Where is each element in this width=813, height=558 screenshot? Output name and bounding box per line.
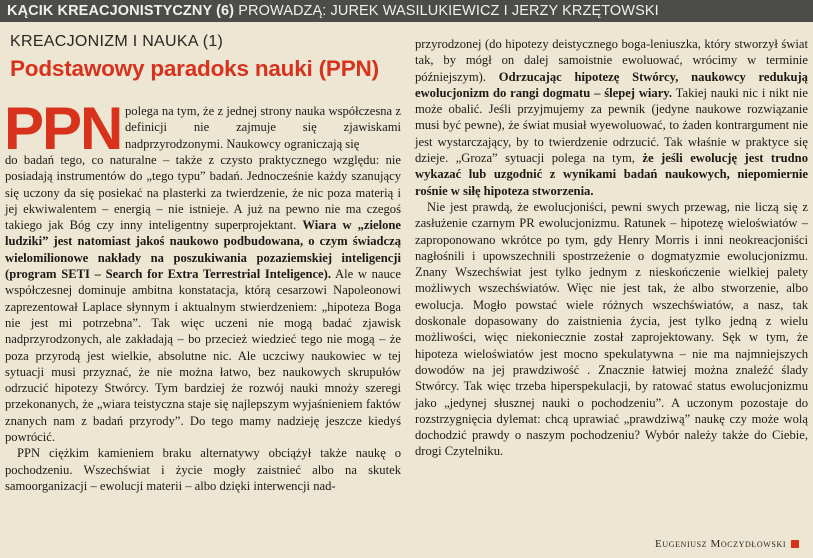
column-series-title: KĄCIK KREACJONISTYCZNY (6) <box>7 3 235 19</box>
column-hosts: PROWADZĄ: JUREK WASILUKIEWICZ I JERZY KRZĘTOWSKI <box>238 3 659 19</box>
end-mark-square-icon <box>791 540 799 548</box>
dropcap: PPN <box>4 95 122 162</box>
right-p1-text-b: Takiej nauki nic i nikt nie może obalić. Jeśli przyjmujemy za pewnik (jedyne naukowe rozwiązanie musi być pewne), że świat musiał wyewoluować, to żaden kontrargument nie jest wystarczający, by to twierdzenie odrzucić. Tak właśnie w praktyce się dzieje. „Groza” sytuacji polega na tym, <box>415 85 808 166</box>
left-p1-text-b: Ale w nauce współczesnej dominuje ambitna konstatacja, którą cesarzowi Napoleonowi zaprezentował Laplace słynnym i aktualnym stwierdzeniem: „hipoteza Boga nie jest mi potrzebna”. Tak więc uczeni nie mogą badać zjawisk nadprzyrodzonych, ale zakładają – bo przecież wiedzieć tego nie mogą – że poza przyrodą jest wielkie, absolutne nic. Ale uczciwy naukowiec w tej sytuacji musi przyznać, że nie można łatwo, bez naukowych skrupułów odrzucić hipotezy Stwórcy. Tym bardziej że rozwój nauki mnoży szeregi przekonanych, że „wiara teistyczna staje się najlepszym wyjaśnieniem faktów znanych nam z badań przyrody”. Do tego mamy nadzieję jeszcze kiedyś powrócić. <box>5 267 401 445</box>
right-paragraph-1 <box>415 36 808 199</box>
right-paragraph-2: Nie jest prawdą, że ewolucjoniści, pewni swych przewag, nie liczą się z zasłużenie czarnym PR ewolucjonizmu. Ratunek – hipotezę wieloświatów – zaproponowano wkrótce po tym, gdy Henry Morris i inni neokreacjoniści nagłośnili i upowszechnili spostrzeżenie o dogmatyzmie ewolucjonizmu. Znany Wszechświat jest tylko jednym z nieskończenie wielkiej palety możliwych wszechświatów. Więc nie jest tak, że albo stworzenie, albo ewolucja. Mogło powstać wiele różnych wszechświatów, a nasz, tak doskonale dopasowany do zaistnienia życia, jest tylko jedną z wielu możliwości, więc niekoniecznie został zaprojektowany. Sęk w tym, że hipoteza wieloświatów jest mocno spekulatywna – nie ma najmniejszych dowodów na jej prawdziwość . Znacznie łatwiej można znaleźć ślady Stwórcy. Tak więc trzeba hiperspekulacji, by ratować status ewolucjonizmu jako „jedynej słusznej nauki o pochodzeniu”. A uczonym pozostaje do rozstrzygnięcia dylemat: chcą uprawiać „prawdziwą” naukę czy może wolą dochodzić prawdy o naszym pochodzeniu? Wybór należy także do Ciebie, drogi Czytelniku. <box>415 199 808 459</box>
left-paragraph-1 <box>5 152 401 445</box>
author-name: Eugeniusz Moczydłowski <box>655 538 787 550</box>
article-title: Podstawowy paradoks nauki (PPN) <box>10 56 379 81</box>
left-p1-text-a: do badań tego, co naturalne – także z czysto praktycznego względu: nie posiadają instrumentów do „tego typu” badań. Jednocześnie każdy szanujący się uczony da się posiekać na plasterki za twierdzenie, że nic poza materią i jej ekwiwalentem – energią – nie istnieje. A już na pewno nie ma czegoś takiego jak Bóg czy inny inteligentny superprojektant. <box>5 153 401 233</box>
right-p1-bold-1: Odrzucając hipotezę Stwórcy, naukowcy redukują ewolucjonizm do rangi dogmatu – ślepej wiary. <box>415 69 808 100</box>
right-column-body <box>415 36 808 460</box>
article-kicker: KREACJONIZM I NAUKA (1) <box>10 33 224 50</box>
left-column-body <box>5 152 401 494</box>
column-header-bar <box>0 0 813 22</box>
left-paragraph-2: PPN ciężkim kamieniem braku alternatywy obciążył także naukę o pochodzeniu. Wszechświat i życie mogły zaistnieć albo na skutek samoorganizacji – ewolucji materii – albo dzięki interwencji nad- <box>5 446 401 493</box>
lead-text-block <box>125 103 401 152</box>
author-byline <box>655 538 799 550</box>
right-p1-bold-2: że jeśli ewolucję jest trudno wykazać lub uzgodnić z wynikami badań naukowych, niepomiernie rośnie w siłę hipoteza stworzenia. <box>415 151 808 198</box>
left-p1-bold: Wiara w „zielone ludziki” jest natomiast jakoś naukowo podbudowana, o czym świadczą wielomilionowe nakłady na poszukiwania pozaziemskiej inteligencji (program SETI – Search for Extra Terrestrial Inteligence). <box>5 218 401 282</box>
right-p1-text-a: przyrodzonej (do hipotezy deistycznego boga-leniuszka, który stworzył świat tak, by mógł on dalej samoistnie ewoluować, wrócimy w terminie późniejszym). <box>415 37 808 84</box>
lead-paragraph: polega na tym, że z jednej strony nauka współczesna z definicji nie zajmuje się zjawiskami nadprzyrodzonymi. Naukowcy ograniczają się <box>125 104 401 151</box>
